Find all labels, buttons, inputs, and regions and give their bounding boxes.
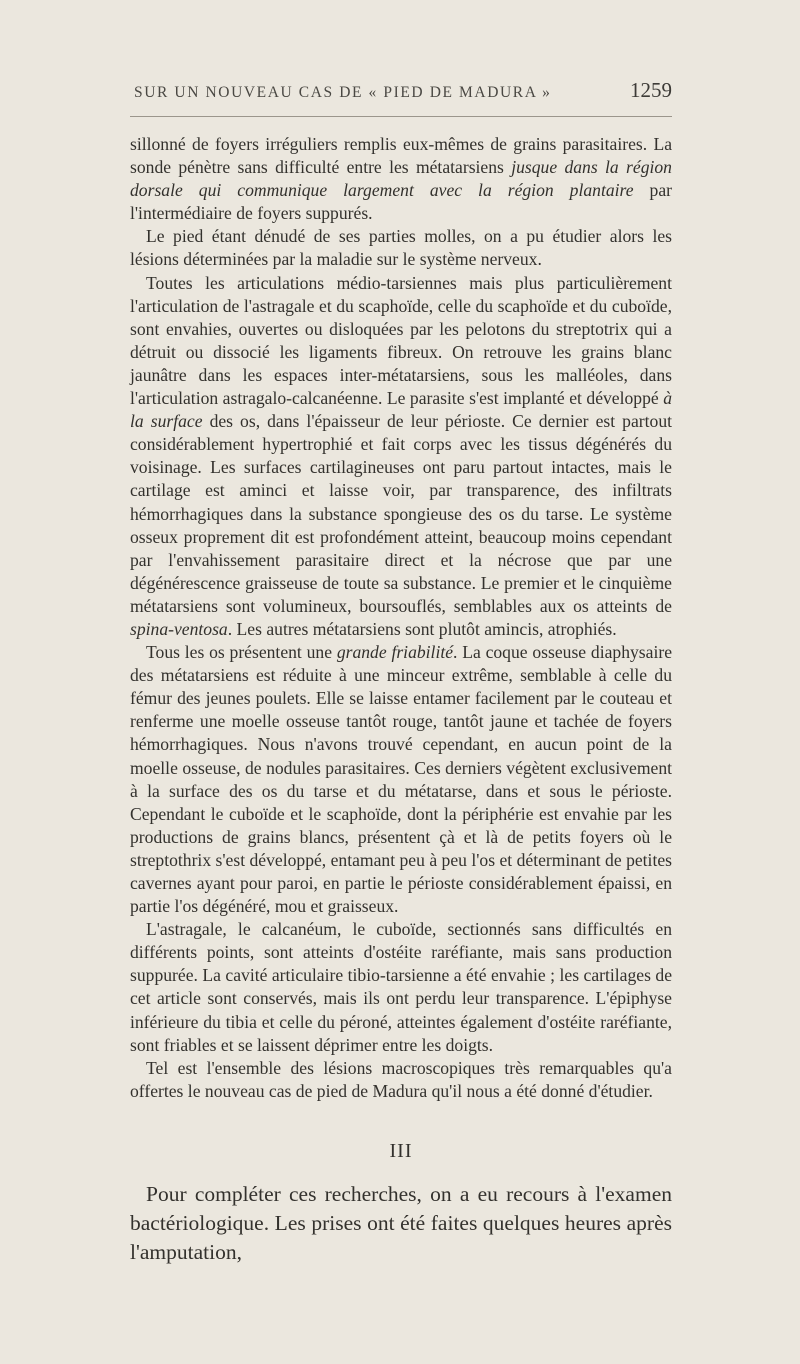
paragraph xyxy=(130,641,672,918)
italic-text-run: spina-ventosa xyxy=(130,618,228,639)
page-number: 1259 xyxy=(630,78,672,102)
paragraph xyxy=(130,918,672,1057)
paragraph xyxy=(130,272,672,642)
text-run: . La coque osseuse diaphysaire des métatarsiens est réduite à une minceur extrême, semblable à celle du fémur des jeunes poulets. Elle se laisse entamer facilement par le couteau et renferme une moelle osseuse tantôt rouge, tantôt jaune et tachée de foyers hémorrhagiques. Nous n'avons trouvé cependant, en aucun point de la moelle osseuse, de nodules parasitaires. Ces derniers végètent exclusivement à la surface des os du tarse et du métatarse, dans et sous le périoste. Cependant le cuboïde et le scaphoïde, dont la périphérie est envahie par les productions de grains blancs, présentent çà et là de petits foyers où le streptothrix s'est développé, entamant peu à peu l'os et déterminant de petites cavernes ayant pour paroi, en partie le périoste considérablement épaissi, en partie l'os dégénéré, mou et graisseux. xyxy=(130,642,673,917)
header-rule xyxy=(130,116,672,117)
paragraph xyxy=(130,225,672,271)
text-run: . Les autres métatarsiens sont plutôt amincis, atrophiés. xyxy=(227,618,617,639)
body-text xyxy=(130,133,672,1103)
section-opening-paragraph: Pour compléter ces recherches, on a eu recours à l'examen bactériologique. Les prises ont été faites quelques heures après l'amputation, xyxy=(130,1182,672,1264)
text-run: Toutes les articulations médio-tarsiennes mais plus particulièrement l'articulation de l'astragale et du scaphoïde, celle du scaphoïde et du cuboïde, sont envahies, ouvertes ou disloquées par les pelotons du streptotrix qui a détruit ou dissocié les ligaments fibreux. On retrouve les grains blanc jaunâtre dans les espaces inter-métatarsiens, sous les malléoles, dans l'articulation astragalo-calcanéenne. Le parasite s'est implanté et développé xyxy=(130,272,672,409)
running-head xyxy=(134,78,672,103)
text-run: sillonné de foyers irréguliers remplis eux-mêmes de grains parasitaires. La sonde pénètre sans difficulté entre les métatarsiens xyxy=(130,134,672,178)
paragraph xyxy=(130,133,672,225)
italic-text-run: grande friabilité xyxy=(336,642,454,663)
text-run: Tous les os présentent une xyxy=(146,642,337,663)
text-run: par l'intermédiaire de foyers suppurés. xyxy=(130,180,672,224)
text-run: des os, dans l'épaisseur de leur périoste. Ce dernier est partout considérablement hypertrophié et fait corps avec les tissus dégénérés du voisinage. Les surfaces cartilagineuses ont paru partout intactes, mais le cartilage est aminci et laisse voir, par transparence, des infiltrats hémorrhagiques dans la substance spongieuse des os du tarse. Le système osseux proprement dit est profondément atteint, beaucoup moins cependant par l'envahissement parasitaire direct et la nécrose que par une dégénérescence graisseuse de toute sa substance. Le premier et le cinquième métatarsiens sont volumineux, boursouflés, semblables aux os atteints de xyxy=(130,411,673,616)
italic-text-run: jusque dans la région dorsale qui communique largement avec la région plantaire xyxy=(130,157,672,201)
italic-text-run: à la surface xyxy=(130,388,672,432)
text-run: L'astragale, le calcanéum, le cuboïde, sectionnés sans difficultés en différents points, sont atteints d'ostéite raréfiante, mais sans production suppurée. La cavité articulaire tibio-tarsienne a été envahie ; les cartilages de cet article sont conservés, mais ils ont perdu leur transparence. L'épiphyse inférieure du tibia et celle du péroné, atteintes également d'ostéite raréfiante, sont friables et se laissent déprimer entre les doigts. xyxy=(130,919,672,1055)
paragraph xyxy=(130,1057,672,1103)
section-opening xyxy=(130,1180,672,1267)
running-title: SUR UN NOUVEAU CAS DE « PIED DE MADURA » xyxy=(134,84,552,101)
section-number: III xyxy=(389,1140,413,1162)
text-run: Le pied étant dénudé de ses parties molles, on a pu étudier alors les lésions déterminées par la maladie sur le système nerveux. xyxy=(130,226,672,270)
text-run: Tel est l'ensemble des lésions macroscopiques très remarquables qu'a offertes le nouveau cas de pied de Madura qu'il nous a été donné d'étudier. xyxy=(130,1057,672,1101)
